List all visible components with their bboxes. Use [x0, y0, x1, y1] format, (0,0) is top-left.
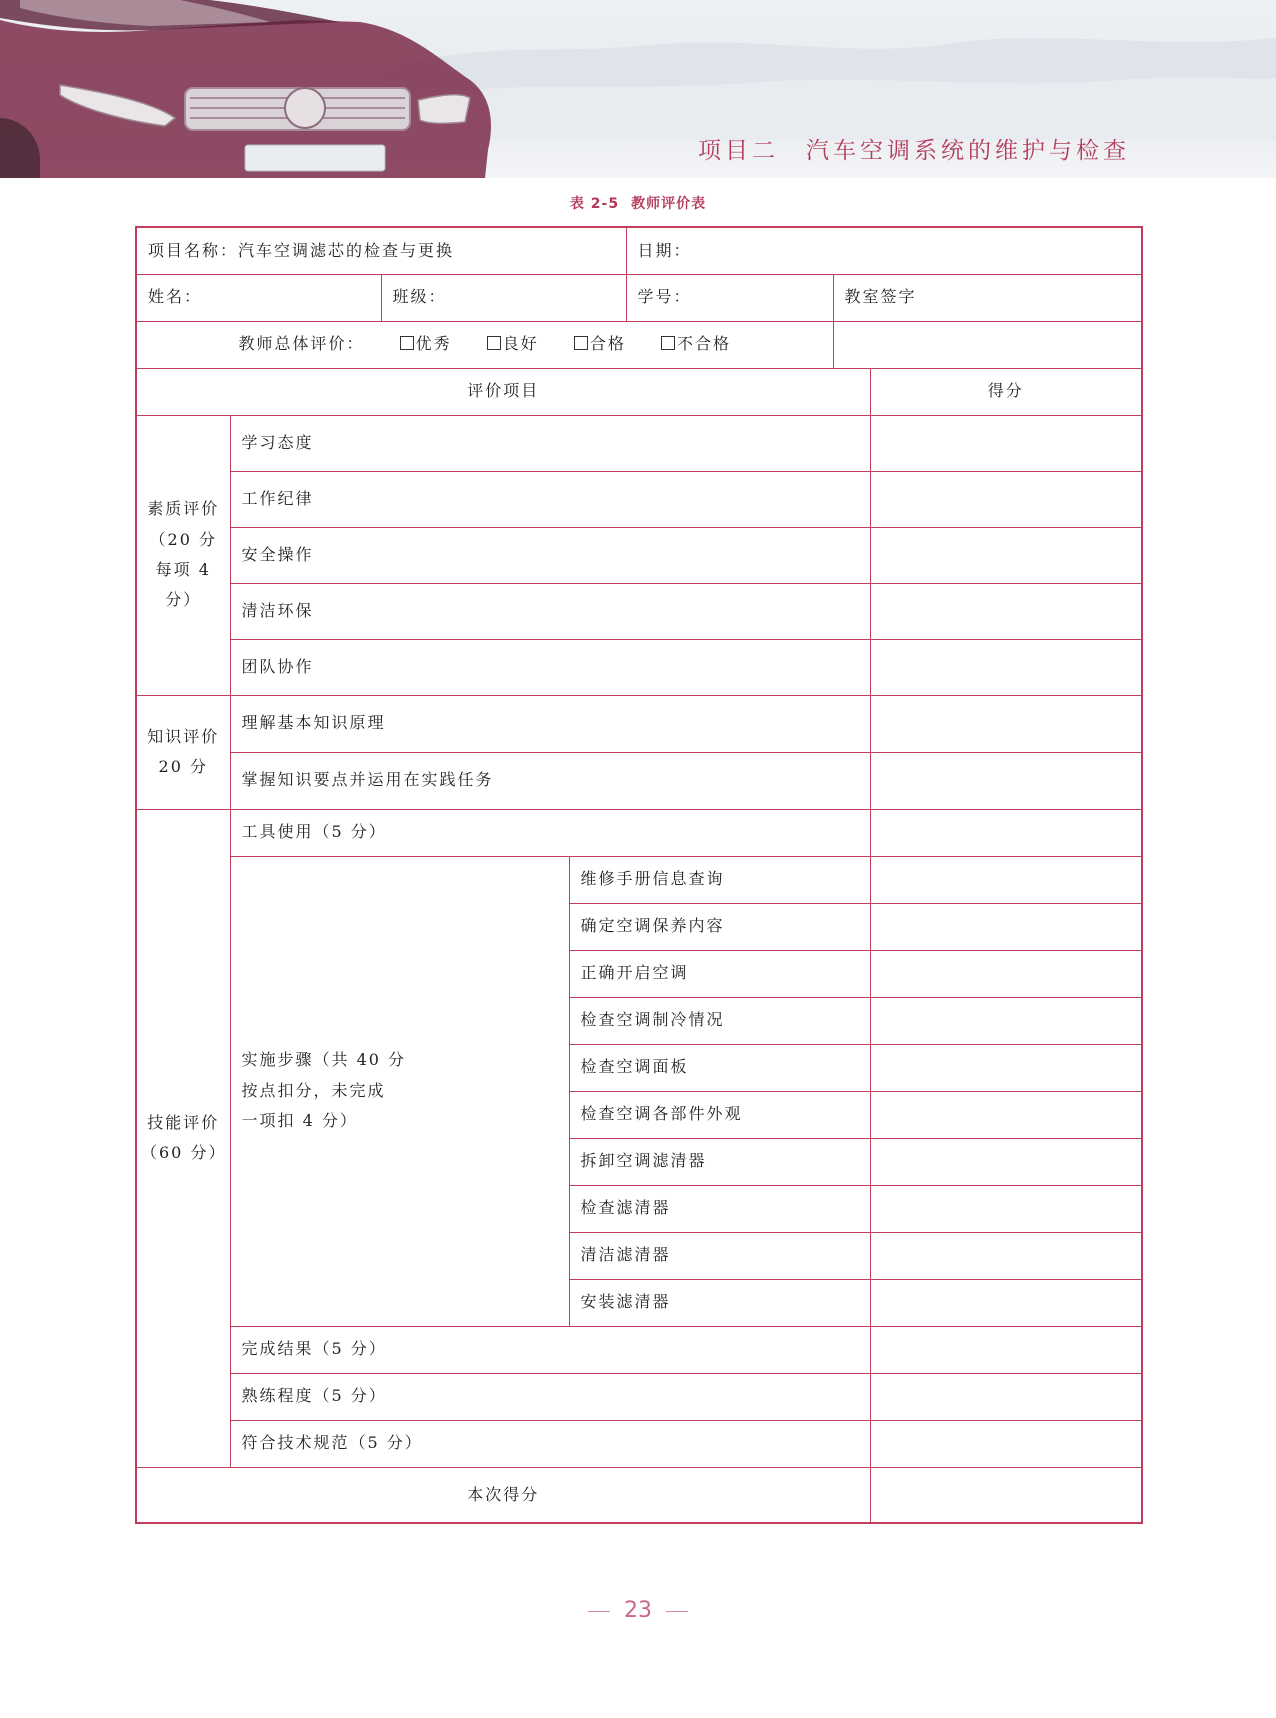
info-row-project	[136, 227, 1142, 274]
table-header-row	[136, 368, 1142, 415]
checkbox-icon[interactable]	[400, 336, 414, 350]
project-name-field[interactable]: 项目名称：汽车空调滤芯的检查与更换	[136, 227, 626, 274]
skill-row	[136, 1373, 1142, 1420]
step-row	[136, 856, 1142, 903]
step-item: 维修手册信息查询	[569, 856, 870, 903]
overall-evaluation-row	[136, 321, 1142, 368]
score-cell[interactable]	[870, 809, 1142, 856]
knowledge-row	[136, 695, 1142, 752]
quality-item: 清洁环保	[230, 583, 870, 639]
teacher-sign-label: 教室签字	[833, 274, 1142, 321]
total-row	[136, 1467, 1142, 1523]
table-caption	[0, 193, 1276, 213]
score-cell[interactable]	[870, 527, 1142, 583]
student-id-field[interactable]: 学号：	[626, 274, 833, 321]
step-item: 检查空调面板	[569, 1044, 870, 1091]
checkbox-icon[interactable]	[487, 336, 501, 350]
step-item: 清洁滤清器	[569, 1232, 870, 1279]
knowledge-row	[136, 752, 1142, 809]
step-item: 安装滤清器	[569, 1279, 870, 1326]
quality-row	[136, 583, 1142, 639]
score-cell[interactable]	[870, 1138, 1142, 1185]
info-row-student	[136, 274, 1142, 321]
caption-number: 表 2-5	[569, 196, 620, 212]
quality-item: 团队协作	[230, 639, 870, 695]
quality-item: 工作纪律	[230, 471, 870, 527]
steps-category: 实施步骤（共 40 分 按点扣分，未完成 一项扣 4 分）	[230, 856, 569, 1326]
teacher-evaluation-table	[135, 226, 1143, 1524]
total-label: 本次得分	[136, 1467, 870, 1523]
quality-item: 学习态度	[230, 415, 870, 471]
quality-row	[136, 527, 1142, 583]
divider	[666, 1611, 688, 1612]
score-cell[interactable]	[870, 415, 1142, 471]
skill-row	[136, 1326, 1142, 1373]
step-item: 检查空调制冷情况	[569, 997, 870, 1044]
step-item: 确定空调保养内容	[569, 903, 870, 950]
caption-title: 教师评价表	[631, 196, 707, 212]
total-score-cell[interactable]	[870, 1467, 1142, 1523]
score-cell[interactable]	[870, 471, 1142, 527]
header-item: 评价项目	[136, 368, 870, 415]
overall-evaluation-cell	[136, 321, 833, 368]
score-cell[interactable]	[870, 583, 1142, 639]
quality-row	[136, 639, 1142, 695]
score-cell[interactable]	[870, 950, 1142, 997]
page-number-text: 23	[624, 1598, 652, 1623]
score-cell[interactable]	[870, 639, 1142, 695]
checkbox-icon[interactable]	[661, 336, 675, 350]
score-cell[interactable]	[870, 1091, 1142, 1138]
score-cell[interactable]	[870, 1373, 1142, 1420]
divider	[588, 1611, 610, 1612]
quality-category: 素质评价 （20 分 每项 4 分）	[136, 415, 230, 695]
option-excellent[interactable]: 优秀	[400, 334, 452, 353]
score-cell[interactable]	[870, 1326, 1142, 1373]
quality-row	[136, 471, 1142, 527]
knowledge-item: 掌握知识要点并运用在实践任务	[230, 752, 870, 809]
class-field[interactable]: 班级：	[381, 274, 626, 321]
skill-proficiency: 熟练程度（5 分）	[230, 1373, 870, 1420]
knowledge-category: 知识评价 20 分	[136, 695, 230, 809]
step-item: 检查滤清器	[569, 1185, 870, 1232]
quality-item: 安全操作	[230, 527, 870, 583]
skill-tool-use: 工具使用（5 分）	[230, 809, 870, 856]
teacher-sign-field[interactable]	[833, 321, 1142, 368]
name-field[interactable]: 姓名：	[136, 274, 381, 321]
score-cell[interactable]	[870, 1232, 1142, 1279]
skill-result: 完成结果（5 分）	[230, 1326, 870, 1373]
option-good[interactable]: 良好	[487, 334, 539, 353]
skill-category: 技能评价 （60 分）	[136, 809, 230, 1467]
step-item: 检查空调各部件外观	[569, 1091, 870, 1138]
step-item: 正确开启空调	[569, 950, 870, 997]
date-field[interactable]: 日期：	[626, 227, 1142, 274]
score-cell[interactable]	[870, 1279, 1142, 1326]
overall-evaluation-label: 教师总体评价：	[238, 334, 365, 354]
page-number	[0, 1598, 1276, 1623]
quality-row	[136, 415, 1142, 471]
score-cell[interactable]	[870, 856, 1142, 903]
header-title: 项目二 汽车空调系统的维护与检查	[698, 138, 1130, 164]
score-cell[interactable]	[870, 1044, 1142, 1091]
knowledge-item: 理解基本知识原理	[230, 695, 870, 752]
skill-row	[136, 809, 1142, 856]
score-cell[interactable]	[870, 752, 1142, 809]
score-cell[interactable]	[870, 1185, 1142, 1232]
score-cell[interactable]	[870, 1420, 1142, 1467]
step-item: 拆卸空调滤清器	[569, 1138, 870, 1185]
score-cell[interactable]	[870, 695, 1142, 752]
option-fail[interactable]: 不合格	[661, 334, 731, 353]
skill-standard: 符合技术规范（5 分）	[230, 1420, 870, 1467]
header-score: 得分	[870, 368, 1142, 415]
skill-row	[136, 1420, 1142, 1467]
header-banner	[0, 0, 1276, 178]
option-pass[interactable]: 合格	[574, 334, 626, 353]
score-cell[interactable]	[870, 997, 1142, 1044]
score-cell[interactable]	[870, 903, 1142, 950]
checkbox-icon[interactable]	[574, 336, 588, 350]
